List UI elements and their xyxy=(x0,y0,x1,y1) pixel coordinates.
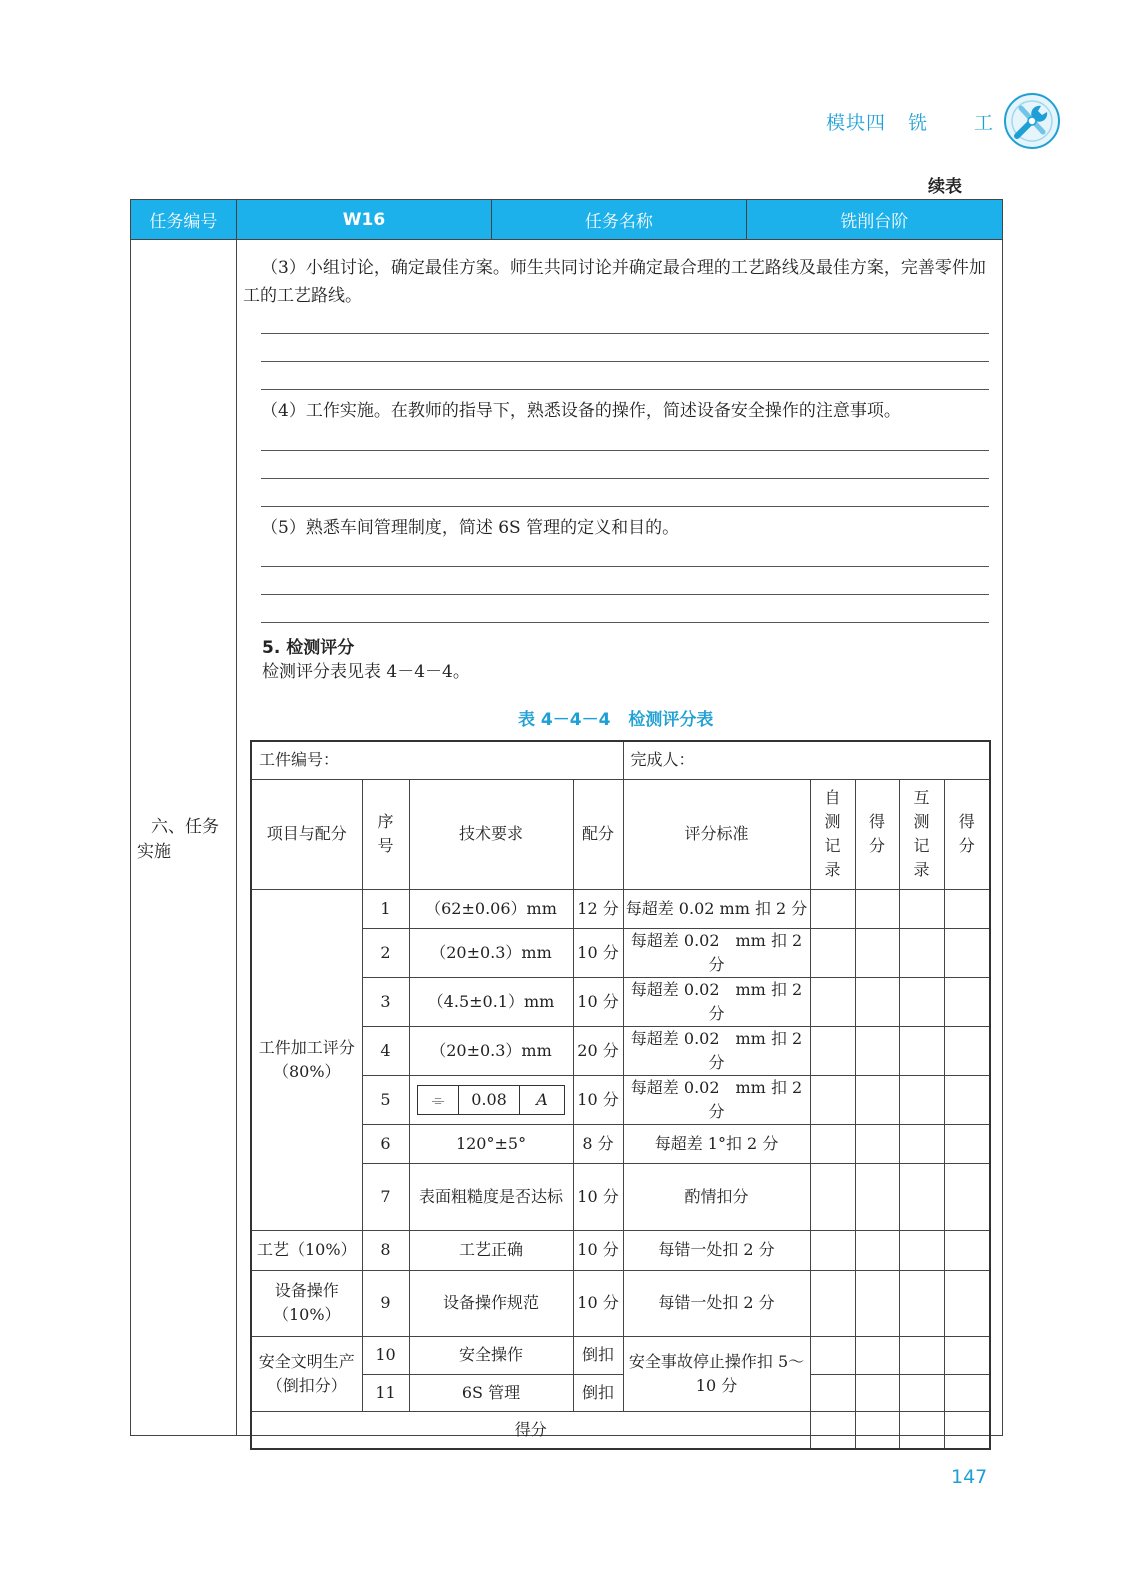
self-record-cell[interactable] xyxy=(810,1124,855,1163)
table-row xyxy=(251,1230,990,1270)
row-criteria: 每错一处扣 2 分 xyxy=(623,1270,810,1336)
score-cell[interactable] xyxy=(944,1124,990,1163)
row-points: 20 分 xyxy=(573,1026,623,1075)
row-req: （20±0.3）mm xyxy=(409,928,573,977)
module-header xyxy=(826,108,994,135)
peer-record-cell[interactable] xyxy=(899,1336,944,1374)
section-5-text: 检测评分表见表 4－4－4。 xyxy=(262,662,470,682)
row-criteria: 每超差 0.02 mm 扣 2 分 xyxy=(623,977,810,1026)
answer-line xyxy=(261,566,989,567)
header-score-2 xyxy=(944,779,990,889)
table-caption-number: 表 4－4－4 xyxy=(518,710,611,730)
table-row xyxy=(251,928,990,977)
section-5-title: 5. 检测评分 xyxy=(262,638,355,658)
answer-line xyxy=(261,594,989,595)
table-row xyxy=(251,1270,990,1336)
score-cell[interactable] xyxy=(944,1230,990,1270)
score-cell[interactable] xyxy=(855,1075,899,1124)
row-req: 6S 管理 xyxy=(409,1374,573,1411)
header-peer-record xyxy=(899,779,944,889)
tolerance-value: 0.08 xyxy=(459,1086,520,1114)
header-req: 技术要求 xyxy=(409,779,573,889)
row-req: 安全操作 xyxy=(409,1336,573,1374)
table-caption-title: 检测评分表 xyxy=(628,710,714,730)
page-number: 147 xyxy=(951,1466,988,1488)
wrench-logo-icon xyxy=(1003,92,1061,150)
header-item: 项目与配分 xyxy=(251,779,362,889)
peer-record-cell[interactable] xyxy=(899,1163,944,1230)
self-record-cell[interactable] xyxy=(810,1230,855,1270)
paragraph-4: （4）工作实施。在教师的指导下，熟悉设备的操作，简述设备安全操作的注意事项。 xyxy=(261,401,901,421)
self-record-cell[interactable] xyxy=(810,1336,855,1374)
self-record-cell[interactable] xyxy=(810,928,855,977)
paragraph-3: （3）小组讨论，确定最佳方案。师生共同讨论并确定最合理的工艺路线及最佳方案，完善零件加工的工艺路线。 xyxy=(243,258,986,306)
row-criteria: 酌情扣分 xyxy=(623,1163,810,1230)
self-record-cell[interactable] xyxy=(810,1411,855,1449)
row-points: 倒扣 xyxy=(573,1336,623,1374)
header-score-1-text: 得分 xyxy=(869,812,886,855)
peer-record-cell[interactable] xyxy=(899,977,944,1026)
score-cell[interactable] xyxy=(944,1336,990,1374)
row-seq: 7 xyxy=(362,1163,409,1230)
task-no-value: W16 xyxy=(237,200,492,239)
score-cell[interactable] xyxy=(855,977,899,1026)
answer-line xyxy=(261,333,989,334)
self-record-cell[interactable] xyxy=(810,889,855,928)
symmetry-tolerance-frame xyxy=(417,1085,565,1115)
row-criteria: 每超差 0.02 mm 扣 2 分 xyxy=(623,1026,810,1075)
row-criteria: 每超差 0.02 mm 扣 2 分 xyxy=(623,1075,810,1124)
table-row xyxy=(251,1163,990,1230)
header-self-record xyxy=(810,779,855,889)
score-table xyxy=(250,740,991,1450)
table-row xyxy=(251,889,990,928)
self-record-cell[interactable] xyxy=(810,1075,855,1124)
score-cell[interactable] xyxy=(944,1163,990,1230)
peer-record-cell[interactable] xyxy=(899,1026,944,1075)
row-req xyxy=(409,1075,573,1124)
peer-record-cell[interactable] xyxy=(899,1230,944,1270)
row-seq: 1 xyxy=(362,889,409,928)
row-points: 8 分 xyxy=(573,1124,623,1163)
task-no-label: 任务编号 xyxy=(131,200,237,239)
score-cell[interactable] xyxy=(855,1124,899,1163)
table-row xyxy=(251,1124,990,1163)
task-name-label: 任务名称 xyxy=(492,200,746,239)
row-req: （4.5±0.1）mm xyxy=(409,977,573,1026)
row-points: 10 分 xyxy=(573,1075,623,1124)
peer-record-cell[interactable] xyxy=(899,1075,944,1124)
row-criteria: 每超差 1°扣 2 分 xyxy=(623,1124,810,1163)
section-label: 六、任务实施 xyxy=(137,817,219,862)
task-name-value: 铣削台阶 xyxy=(840,212,909,232)
table-row xyxy=(251,1336,990,1374)
answer-line xyxy=(261,478,989,479)
score-cell[interactable] xyxy=(855,889,899,928)
group-machining: 工件加工评分（80%） xyxy=(251,889,362,1230)
header-seq xyxy=(362,779,409,889)
score-cell[interactable] xyxy=(944,1270,990,1336)
row-points: 10 分 xyxy=(573,1163,623,1230)
row-points: 10 分 xyxy=(573,928,623,977)
peer-record-cell[interactable] xyxy=(899,1411,944,1449)
table-row xyxy=(251,1075,990,1124)
row-criteria: 每超差 0.02 mm 扣 2 分 xyxy=(623,928,810,977)
task-header-bar xyxy=(131,200,1002,240)
header-criteria: 评分标准 xyxy=(623,779,810,889)
score-cell[interactable] xyxy=(944,928,990,977)
continued-label: 续表 xyxy=(928,177,962,197)
score-cell[interactable] xyxy=(944,1411,990,1449)
score-cell[interactable] xyxy=(855,1374,899,1411)
score-cell[interactable] xyxy=(944,1075,990,1124)
row-seq: 2 xyxy=(362,928,409,977)
answer-line xyxy=(261,389,989,390)
row-seq: 6 xyxy=(362,1124,409,1163)
total-row xyxy=(251,1411,990,1449)
row-points: 倒扣 xyxy=(573,1374,623,1411)
row-points: 10 分 xyxy=(573,1230,623,1270)
row-req: 设备操作规范 xyxy=(409,1270,573,1336)
header-peer-record-text: 互测记录 xyxy=(913,788,930,879)
table-row xyxy=(251,1026,990,1075)
header-score-1 xyxy=(855,779,899,889)
score-cell[interactable] xyxy=(855,1336,899,1374)
module-label: 模块四 xyxy=(826,112,887,134)
header-self-record-text: 自测记录 xyxy=(824,788,841,879)
score-cell[interactable] xyxy=(944,889,990,928)
peer-record-cell[interactable] xyxy=(899,889,944,928)
section-label-cell xyxy=(131,240,237,1435)
header-seq-text: 序号 xyxy=(377,812,394,855)
answer-line xyxy=(261,506,989,507)
finisher-cell: 完成人： xyxy=(623,741,990,779)
peer-record-cell[interactable] xyxy=(899,1374,944,1411)
score-cell[interactable] xyxy=(944,977,990,1026)
row-points: 10 分 xyxy=(573,1270,623,1336)
row-req: 工艺正确 xyxy=(409,1230,573,1270)
header-score-2-text: 得分 xyxy=(958,812,975,855)
table-caption xyxy=(518,705,713,730)
group-process: 工艺（10%） xyxy=(251,1230,362,1270)
self-record-cell[interactable] xyxy=(810,1270,855,1336)
score-cell[interactable] xyxy=(855,1230,899,1270)
paragraph-5: （5）熟悉车间管理制度，简述 6S 管理的定义和目的。 xyxy=(261,518,680,538)
table-row xyxy=(251,1374,990,1411)
row-criteria: 每错一处扣 2 分 xyxy=(623,1230,810,1270)
score-cell[interactable] xyxy=(855,928,899,977)
answer-line xyxy=(261,361,989,362)
answer-line xyxy=(261,622,989,623)
score-cell[interactable] xyxy=(944,1026,990,1075)
row-seq: 8 xyxy=(362,1230,409,1270)
self-record-cell[interactable] xyxy=(810,1163,855,1230)
peer-record-cell[interactable] xyxy=(899,928,944,977)
row-points: 12 分 xyxy=(573,889,623,928)
row-points: 10 分 xyxy=(573,977,623,1026)
datum-label: A xyxy=(536,1089,548,1109)
chapter-char-1: 铣 xyxy=(908,112,929,134)
row-seq: 11 xyxy=(362,1374,409,1411)
group-equipment: 设备操作（10%） xyxy=(251,1270,362,1336)
score-cell[interactable] xyxy=(855,1270,899,1336)
score-cell[interactable] xyxy=(855,1026,899,1075)
chapter-char-2: 工 xyxy=(974,112,995,134)
group-safety: 安全文明生产（倒扣分） xyxy=(251,1336,362,1411)
row-criteria: 每超差 0.02 mm 扣 2 分 xyxy=(623,889,810,928)
self-record-cell[interactable] xyxy=(810,1374,855,1411)
row-seq: 9 xyxy=(362,1270,409,1336)
row-seq: 10 xyxy=(362,1336,409,1374)
row-req: 表面粗糙度是否达标 xyxy=(409,1163,573,1230)
answer-line xyxy=(261,450,989,451)
score-cell[interactable] xyxy=(855,1163,899,1230)
row-req: （62±0.06）mm xyxy=(409,889,573,928)
symmetry-icon: ⌯ xyxy=(418,1086,459,1114)
total-label: 得分 xyxy=(251,1411,810,1449)
self-record-cell[interactable] xyxy=(810,1026,855,1075)
table-row xyxy=(251,977,990,1026)
row-seq: 3 xyxy=(362,977,409,1026)
row-req: （20±0.3）mm xyxy=(409,1026,573,1075)
peer-record-cell[interactable] xyxy=(899,1270,944,1336)
score-cell[interactable] xyxy=(944,1374,990,1411)
workpiece-no-cell: 工件编号： xyxy=(251,741,623,779)
row-seq: 4 xyxy=(362,1026,409,1075)
header-points: 配分 xyxy=(573,779,623,889)
row-seq: 5 xyxy=(362,1075,409,1124)
peer-record-cell[interactable] xyxy=(899,1124,944,1163)
self-record-cell[interactable] xyxy=(810,977,855,1026)
row-req: 120°±5° xyxy=(409,1124,573,1163)
row-criteria: 安全事故停止操作扣 5～10 分 xyxy=(623,1336,810,1411)
score-cell[interactable] xyxy=(855,1411,899,1449)
